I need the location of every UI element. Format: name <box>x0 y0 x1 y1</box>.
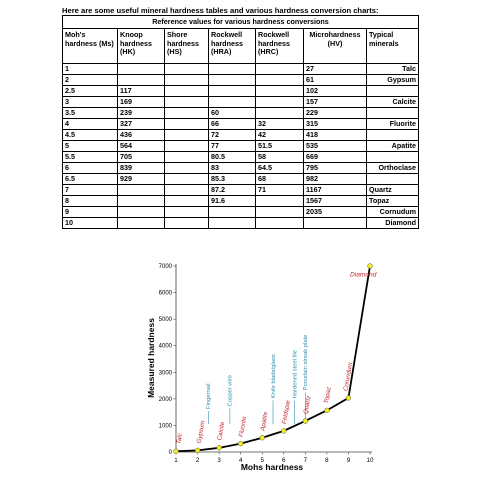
table-cell: Orthoclase <box>367 163 419 174</box>
table-cell: 102 <box>304 86 367 97</box>
chart-ticks <box>159 264 374 464</box>
table-cell: Apatite <box>367 141 419 152</box>
table-cell: 85.3 <box>209 174 256 185</box>
x-tick-label: 8 <box>325 457 329 464</box>
table-cell: 157 <box>304 97 367 108</box>
table-caption: Reference values for various hardness conversions <box>63 16 419 29</box>
table-cell: 9 <box>63 207 118 218</box>
table-cell: 2.5 <box>63 86 118 97</box>
table-cell: 327 <box>118 119 165 130</box>
table-cell: 77 <box>209 141 256 152</box>
table-cell: 68 <box>256 174 304 185</box>
reference-label: Porcelain streak plate <box>303 334 310 391</box>
mineral-label: Gypsum <box>195 420 207 444</box>
column-header: Knoop hardness (HK) <box>118 29 165 64</box>
table-cell: Quartz <box>367 185 419 196</box>
table-cell: 239 <box>118 108 165 119</box>
mineral-label: Diamond <box>349 271 377 279</box>
table-cell: 51.5 <box>256 141 304 152</box>
table-cell: 3.5 <box>63 108 118 119</box>
x-tick-label: 5 <box>260 457 264 464</box>
table-cell: 1567 <box>304 196 367 207</box>
table-cell: 72 <box>209 130 256 141</box>
y-tick-label: 6000 <box>158 290 172 297</box>
table-cell: 436 <box>118 130 165 141</box>
table-cell: 418 <box>304 130 367 141</box>
data-point <box>368 264 373 269</box>
data-point <box>238 441 243 446</box>
table-cell: 982 <box>304 174 367 185</box>
mineral-label: Feldspar <box>280 399 292 425</box>
x-axis-label: Mohs hardness <box>240 462 304 472</box>
reference-label: Copper wire <box>227 375 234 407</box>
mineral-label: Topaz <box>322 386 333 405</box>
data-point <box>195 448 200 453</box>
table-cell: Calcite <box>367 97 419 108</box>
reference-label: Hardened steel file <box>292 349 299 399</box>
table-cell: 669 <box>304 152 367 163</box>
y-tick-label: 5000 <box>158 317 172 324</box>
table-cell: 229 <box>304 108 367 119</box>
table-cell: 27 <box>304 64 367 75</box>
mineral-label: Calcite <box>216 421 227 442</box>
mineral-label: Fluorite <box>237 416 249 438</box>
column-header: Shore hardness (HS) <box>165 29 209 64</box>
table-cell: Topaz <box>367 196 419 207</box>
table-cell: 10 <box>63 218 118 229</box>
table-cell: Fluorite <box>367 119 419 130</box>
table-cell: Talc <box>367 64 419 75</box>
x-tick-label: 6 <box>282 457 286 464</box>
column-header: Moh's hardness (Ms) <box>63 29 118 64</box>
data-point <box>217 445 222 450</box>
table-cell: 4 <box>63 119 118 130</box>
table-cell: 535 <box>304 141 367 152</box>
x-tick-label: 7 <box>303 457 308 464</box>
table-cell: 705 <box>118 152 165 163</box>
table-cell: 71 <box>256 185 304 196</box>
data-point <box>324 408 329 413</box>
y-tick-label: 7000 <box>158 264 172 270</box>
mineral-label: Talc <box>175 432 185 445</box>
mineral-label: Apatite <box>259 411 270 432</box>
table-cell: 8 <box>63 196 118 207</box>
data-point <box>346 396 351 401</box>
table-cell: 3 <box>63 97 118 108</box>
x-tick-label: 4 <box>238 457 243 464</box>
table-cell: 58 <box>256 152 304 163</box>
table-cell: 87.2 <box>209 185 256 196</box>
table-cell: 7 <box>63 185 118 196</box>
table-cell: 795 <box>304 163 367 174</box>
table-cell: 1167 <box>304 185 367 196</box>
column-header: Typical minerals <box>367 29 419 64</box>
table-cell: Gypsum <box>367 75 419 86</box>
y-tick-label: 0 <box>168 450 172 456</box>
table-cell: 61 <box>304 75 367 86</box>
mineral-label: Quartz <box>302 395 313 415</box>
reference-label: Fingernail <box>206 383 213 409</box>
table-cell: Diamond <box>367 218 419 229</box>
table-cell: 83 <box>209 163 256 174</box>
table-cell: 6.5 <box>63 174 118 185</box>
table-cell: 839 <box>118 163 165 174</box>
table-cell: 64.5 <box>256 163 304 174</box>
y-tick-label: 2000 <box>158 396 172 403</box>
table-cell: 32 <box>256 119 304 130</box>
table-cell: 42 <box>256 130 304 141</box>
column-header: Rockwell hardness (HRA) <box>209 29 256 64</box>
table-cell: 6 <box>63 163 118 174</box>
column-header: Rockwell hardness (HRC) <box>256 29 304 64</box>
x-tick-label: 10 <box>366 457 374 464</box>
y-tick-label: 4000 <box>158 343 172 350</box>
table-cell: 1 <box>63 64 118 75</box>
table-cell: 564 <box>118 141 165 152</box>
data-point <box>303 419 308 424</box>
table-cell: 2 <box>63 75 118 86</box>
table-cell: 80.5 <box>209 152 256 163</box>
table-cell: 5.5 <box>63 152 118 163</box>
table-cell: 929 <box>118 174 165 185</box>
data-point <box>281 428 286 433</box>
column-header: Microhardness (HV) <box>304 29 367 64</box>
x-tick-label: 3 <box>217 457 221 464</box>
table-cell: 315 <box>304 119 367 130</box>
table-cell: 169 <box>118 97 165 108</box>
reference-label: Knife blade/glass <box>270 354 277 399</box>
table-cell: 60 <box>209 108 256 119</box>
y-tick-label: 1000 <box>158 423 172 430</box>
reference-labels <box>206 335 309 424</box>
mineral-label: Corundum <box>342 361 355 392</box>
x-tick-label: 2 <box>195 457 200 464</box>
data-point <box>174 449 179 454</box>
x-tick-label: 1 <box>174 457 178 464</box>
y-axis-label: Measured hardness <box>146 318 156 398</box>
y-tick-label: 3000 <box>158 370 172 377</box>
table-cell: 117 <box>118 86 165 97</box>
table-cell: 5 <box>63 141 118 152</box>
page-heading: Here are some useful mineral hardness tables and various hardness conversion charts: <box>62 6 379 15</box>
table-cell: 4.5 <box>63 130 118 141</box>
table-cell: 91.6 <box>209 196 256 207</box>
table-cell: Cornudum <box>367 207 419 218</box>
data-point <box>260 435 265 440</box>
x-tick-label: 9 <box>346 457 351 464</box>
table-cell: 2035 <box>304 207 367 218</box>
table-cell: 66 <box>209 119 256 130</box>
